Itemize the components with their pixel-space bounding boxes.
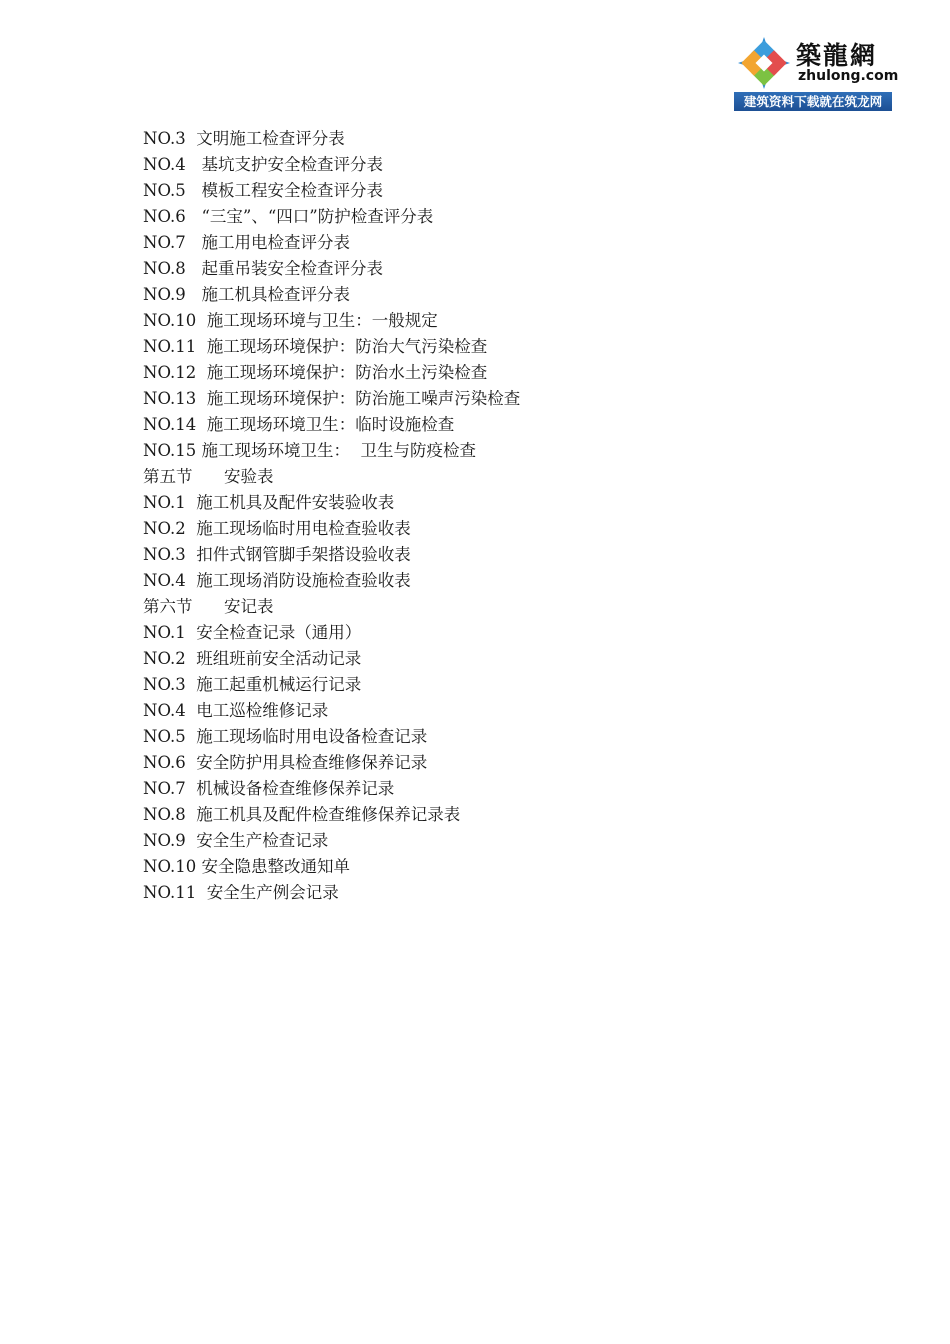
toc-entry: NO.10 安全隐患整改通知单: [143, 857, 350, 876]
toc-entry: 第六节 安记表: [143, 597, 274, 616]
table-of-contents: [143, 126, 520, 906]
toc-entry: NO.14 施工现场环境卫生：临时设施检查: [143, 415, 455, 434]
toc-entry: NO.3 施工起重机械运行记录: [143, 675, 362, 694]
toc-entry: NO.4 电工巡检维修记录: [143, 701, 329, 720]
toc-entry: NO.7 施工用电检查评分表: [143, 233, 350, 252]
toc-entry: NO.2 班组班前安全活动记录: [143, 649, 362, 668]
toc-entry: NO.12 施工现场环境保护：防治水土污染检查: [143, 363, 488, 382]
toc-entry: NO.10 施工现场环境与卫生：一般规定: [143, 311, 438, 330]
toc-entry: 第五节 安验表: [143, 467, 274, 486]
toc-entry: NO.1 安全检查记录（通用）: [143, 623, 362, 642]
logo-slogan: 建筑资料下载就在筑龙网: [734, 92, 892, 111]
toc-entry: NO.11 施工现场环境保护：防治大气污染检查: [143, 337, 488, 356]
logo-domain: zhulong.com: [798, 68, 899, 84]
toc-entry: NO.6 “三宝”、“四口”防护检查评分表: [143, 207, 434, 226]
toc-entry: NO.3 扣件式钢管脚手架搭设验收表: [143, 545, 411, 564]
logo-name: 築龍網: [796, 41, 878, 70]
toc-entry: NO.7 机械设备检查维修保养记录: [143, 779, 395, 798]
toc-entry: NO.5 施工现场临时用电设备检查记录: [143, 727, 428, 746]
toc-entry: NO.4 施工现场消防设施检查验收表: [143, 571, 411, 590]
toc-entry: NO.4 基坑支护安全检查评分表: [143, 155, 383, 174]
toc-entry: NO.2 施工现场临时用电检查验收表: [143, 519, 411, 538]
logo-header: [734, 33, 899, 91]
toc-entry: NO.15 施工现场环境卫生： 卫生与防疫检查: [143, 441, 476, 460]
toc-entry: NO.8 施工机具及配件检查维修保养记录表: [143, 805, 461, 824]
toc-entry: NO.3 文明施工检查评分表: [143, 129, 345, 148]
toc-entry: NO.8 起重吊装安全检查评分表: [143, 259, 383, 278]
toc-entry: NO.5 模板工程安全检查评分表: [143, 181, 383, 200]
zhulong-logo: [734, 33, 899, 111]
toc-entry: NO.9 施工机具检查评分表: [143, 285, 350, 304]
toc-entry: NO.13 施工现场环境保护：防治施工噪声污染检查: [143, 389, 521, 408]
toc-entry: NO.11 安全生产例会记录: [143, 883, 339, 902]
toc-entry: NO.6 安全防护用具检查维修保养记录: [143, 753, 428, 772]
compass-logo-icon: [736, 35, 792, 91]
toc-entry: NO.1 施工机具及配件安装验收表: [143, 493, 395, 512]
toc-entry: NO.9 安全生产检查记录: [143, 831, 329, 850]
